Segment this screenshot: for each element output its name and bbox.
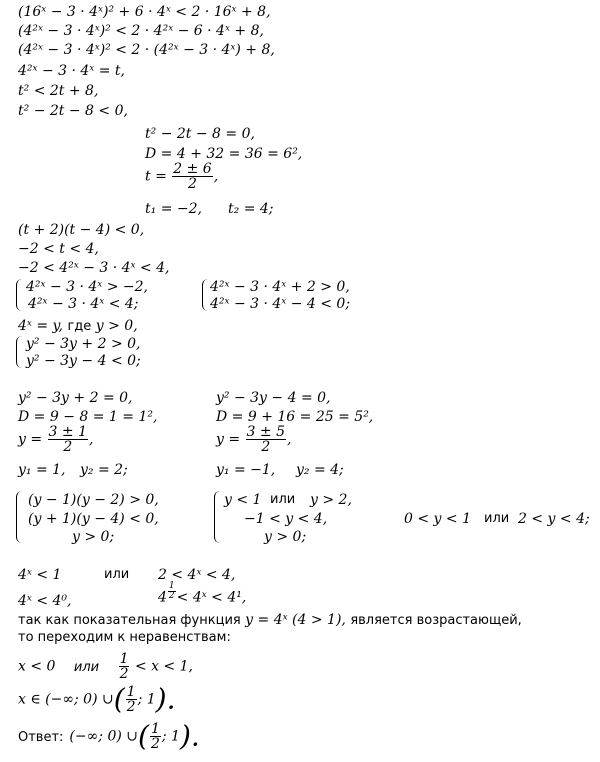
math-text: y > 0,	[95, 318, 138, 334]
math-text: x ∈ (−∞; 0) ∪	[18, 691, 114, 708]
math-line: 2 < y < 4;	[518, 511, 590, 527]
math-text: x < 0	[18, 658, 56, 675]
math-text: 4ˣ = y,	[18, 318, 64, 334]
math-line: 4ˣ < 1	[18, 567, 62, 583]
math-text: (−∞; 0) ∪	[69, 728, 138, 745]
math-text: y =	[216, 431, 241, 448]
math-text: ; 1	[137, 691, 156, 708]
text: или	[73, 659, 100, 675]
paren: ).	[155, 682, 176, 716]
denominator: 2	[188, 176, 197, 192]
fraction	[126, 685, 137, 714]
numerator: 1	[168, 581, 175, 591]
math-line: y² − 3y + 2 = 0,	[18, 390, 133, 406]
math-line: −1 < y < 4,	[244, 511, 328, 527]
math-line: y₁ = −1,	[216, 462, 276, 478]
exponent-fraction	[168, 582, 176, 601]
system-brace	[16, 279, 23, 311]
fraction	[48, 425, 88, 454]
paren: ).	[179, 719, 200, 753]
math-text: t =	[145, 168, 167, 185]
math-line	[18, 318, 138, 335]
math-line: y₁ = 1,	[18, 462, 66, 478]
numerator: 1	[150, 721, 160, 737]
numerator: 2 ± 6	[173, 161, 212, 177]
math-line: 4²ˣ − 3 · 4ˣ = t,	[18, 63, 125, 79]
fraction-line	[145, 162, 218, 191]
math-line: (y − 1)(y − 2) > 0,	[28, 492, 159, 508]
math-text: y = 4ˣ (4 > 1),	[245, 612, 346, 628]
math-line: t² − 2t − 8 = 0,	[145, 126, 255, 142]
math-line: D = 9 − 8 = 1 = 1²,	[18, 409, 158, 425]
fraction-line	[216, 425, 291, 454]
numerator: 3 ± 5	[246, 424, 285, 440]
denominator: 2	[261, 439, 271, 455]
denominator: 2	[119, 666, 129, 682]
math-line: D = 4 + 32 = 36 = 6²,	[145, 146, 303, 162]
fraction	[150, 722, 161, 751]
math-line: 4ˣ < 4⁰,	[18, 593, 72, 609]
math-line: 2 < 4ˣ < 4,	[158, 567, 236, 583]
math-text: < 4ˣ < 4¹,	[176, 589, 247, 606]
fraction	[172, 162, 212, 191]
system-brace	[16, 491, 23, 543]
answer-label: Ответ:	[18, 729, 64, 745]
math-line: D = 9 + 16 = 25 = 5²,	[216, 409, 374, 425]
math-line: 4²ˣ − 3 · 4ˣ < 4;	[28, 296, 139, 312]
paren: (	[138, 719, 149, 753]
text: или	[484, 511, 510, 526]
math-line: −2 < t < 4,	[18, 241, 99, 257]
math-line: y < 1	[224, 492, 262, 508]
text: или	[104, 567, 130, 582]
math-line: y² − 3y + 2 > 0,	[26, 336, 141, 352]
denominator: 2	[126, 699, 136, 715]
power-line	[158, 581, 247, 607]
math-line: y² − 3y − 4 = 0,	[216, 390, 331, 406]
text: так как показательная функция	[18, 613, 241, 628]
math-line: t₁ = −2,	[145, 201, 202, 217]
math-text: ,	[213, 168, 219, 185]
text: или	[270, 492, 296, 507]
denominator: 2	[150, 736, 160, 752]
math-line: 4²ˣ − 3 · 4ˣ − 4 < 0;	[210, 296, 351, 312]
numerator: 3 ± 1	[48, 424, 87, 440]
text: где	[67, 319, 92, 334]
math-line: (16ˣ − 3 · 4ˣ)² + 6 · 4ˣ < 2 · 16ˣ + 8,	[18, 4, 271, 20]
math-line: 4²ˣ − 3 · 4ˣ + 2 > 0,	[210, 279, 350, 295]
math-line: y₂ = 2;	[80, 462, 128, 478]
denominator: 2	[168, 591, 175, 601]
denominator: 2	[63, 439, 73, 455]
math-line: (4²ˣ − 3 · 4ˣ)² < 2 · (4²ˣ − 3 · 4ˣ) + 8,	[18, 42, 275, 58]
math-text: y =	[18, 431, 43, 448]
paren: (	[113, 682, 125, 716]
fraction	[246, 425, 286, 454]
math-text: ; 1	[161, 728, 180, 745]
math-line: 4²ˣ − 3 · 4ˣ > −2,	[26, 279, 148, 295]
math-line	[18, 682, 176, 716]
text-line	[18, 612, 522, 629]
numerator: 1	[126, 684, 136, 700]
math-text: 4	[158, 589, 167, 606]
math-text: < x < 1,	[134, 658, 194, 675]
math-line: y² − 3y − 4 < 0;	[26, 353, 141, 369]
system-brace	[16, 336, 23, 368]
math-line: −2 < 4²ˣ − 3 · 4ˣ < 4,	[18, 260, 170, 276]
math-line: t² − 2t − 8 < 0,	[18, 103, 128, 119]
math-line: (4²ˣ − 3 · 4ˣ)² < 2 · 4²ˣ − 6 · 4ˣ + 8,	[18, 23, 264, 39]
math-text: ,	[287, 431, 292, 448]
math-line: y > 0;	[72, 529, 115, 545]
fraction-line	[18, 425, 93, 454]
math-line	[18, 652, 193, 681]
math-line: (y + 1)(y − 4) < 0,	[28, 511, 159, 527]
text: то переходим к неравенствам:	[18, 630, 231, 645]
answer-line	[18, 719, 200, 753]
system-brace	[214, 491, 221, 543]
math-line: y > 0;	[264, 529, 307, 545]
math-text: ,	[89, 431, 94, 448]
numerator: 1	[119, 651, 129, 667]
math-line: y₂ = 4;	[296, 462, 344, 478]
math-line: y > 2,	[310, 492, 352, 508]
math-line: t₂ = 4;	[228, 201, 274, 217]
fraction	[119, 652, 130, 681]
math-line: t² < 2t + 8,	[18, 83, 99, 99]
text: является возрастающей,	[350, 613, 522, 628]
system-brace	[202, 279, 209, 311]
math-line: (t + 2)(t − 4) < 0,	[18, 222, 145, 238]
math-line: 0 < y < 1	[404, 511, 471, 527]
